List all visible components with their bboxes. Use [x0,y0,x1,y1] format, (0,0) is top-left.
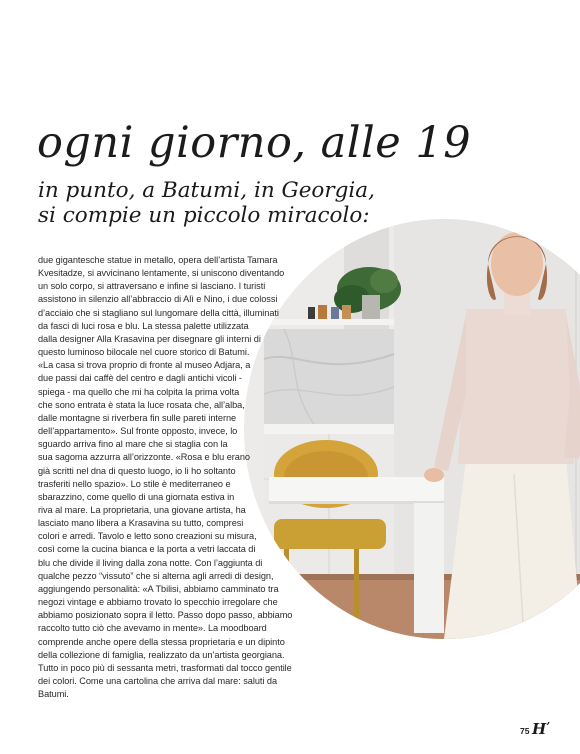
body-line: due passi dai caffè del centro e dagli antichi vicoli - [38,373,242,384]
body-line: Tutto in poco più di sessanta metri, trasformati dal tocco gentile [38,662,292,673]
body-line: d’acciaio che si stagliano sul lungomare della città, illuminati [38,307,279,318]
body-line: che sono entrata è stata la luce rosata che, all’alba, [38,399,245,410]
body-line: dalle montagne si riverbera fin sulle pareti interne [38,412,237,423]
logo-letter: H [532,720,547,738]
body-line: aggiungendo personalità: «A Tbilisi, abbiamo camminato tra [38,583,279,594]
body-line: assistono in silenzio all’abbraccio di Alì e Nino, i due colossi [38,294,278,305]
body-line: riva al mare. La proprietaria, una giovane artista, ha [38,504,246,515]
body-line: lasciato mano libera a Krasavina su tutto, compresi [38,518,244,529]
body-line: trasferiti nello spazio». Lo stile è mediterraneo e [38,478,231,489]
body-line: sbarazzino, come quello di una giornata estiva in [38,491,235,502]
body-line: della collezione di famiglia, realizzato da un’artista georgiana. [38,649,285,660]
subheadline-line: in punto, a Batumi, in Georgia, [38,178,375,203]
body-line: abbiamo posizionato sopra il letto. Passo dopo passo, abbiamo [38,610,293,621]
body-line: sua sagoma azzurra all’orizzonte. «Rosa e blu erano [38,452,250,463]
body-line: sguardo arriva fino al mare che si staglia con la [38,439,228,450]
body-line: negozi vintage e abbiamo trovato lo specchio irregolare che [38,597,278,608]
body-line: Kvesitadze, si avvicinano lentamente, si uniscono diventando [38,268,285,279]
body-line: colori e arredi. Tavolo e letto sono creazioni su misura, [38,531,257,542]
subheadline-line: si compie un piccolo miracolo: [38,203,370,228]
subheadline [38,178,375,228]
body-line: due gigantesche statue in metallo, opera dell’artista Tamara [38,255,278,265]
body-line: dell’appartamento». Sul fronte opposto, invece, lo [38,426,238,437]
body-line: raccolto tutto ciò che avevamo in mente». La moodboard [38,623,267,634]
body-line: già scritti nel dna di questo luogo, io li ho soltanto [38,465,236,476]
body-line: comprende anche opere della stessa proprietaria e un dipinto [38,636,285,647]
body-line: spiega - ma quello che mi ha colpita la prima volta [38,386,240,397]
body-line: «La casa si trova proprio di fronte al museo Adjara, a [38,360,251,371]
body-line: questo luminoso bilocale nel cuore storico di Batumi. [38,347,250,358]
body-line: un solo corpo, si attraversano e infine si lasciano. I turisti [38,281,266,292]
article-body [38,254,296,701]
body-line: così come la cucina bianca e la porta a vetri laccata di [38,544,256,555]
body-line: qualche pezzo “vissuto” che si alterna agli arredi di design, [38,570,274,581]
logo-mark: ’ [546,720,551,733]
body-line: dalla designer Alla Krasavina per disegnare gli interni di [38,333,261,344]
body-line: dei colori. Come una cartolina che arriva dal mare: saluti da [38,676,278,686]
body-line: blu che divide il living dalla zona notte. Con l’aggiunta di [38,557,263,568]
body-line: da fasci di luci rosa e blu. La stessa palette utilizzata [38,320,249,331]
headline: ogni giorno, alle 19 [37,118,472,168]
body-line: Batumi. [38,689,69,700]
magazine-logo [532,720,550,738]
page-number: 75 [520,726,530,736]
